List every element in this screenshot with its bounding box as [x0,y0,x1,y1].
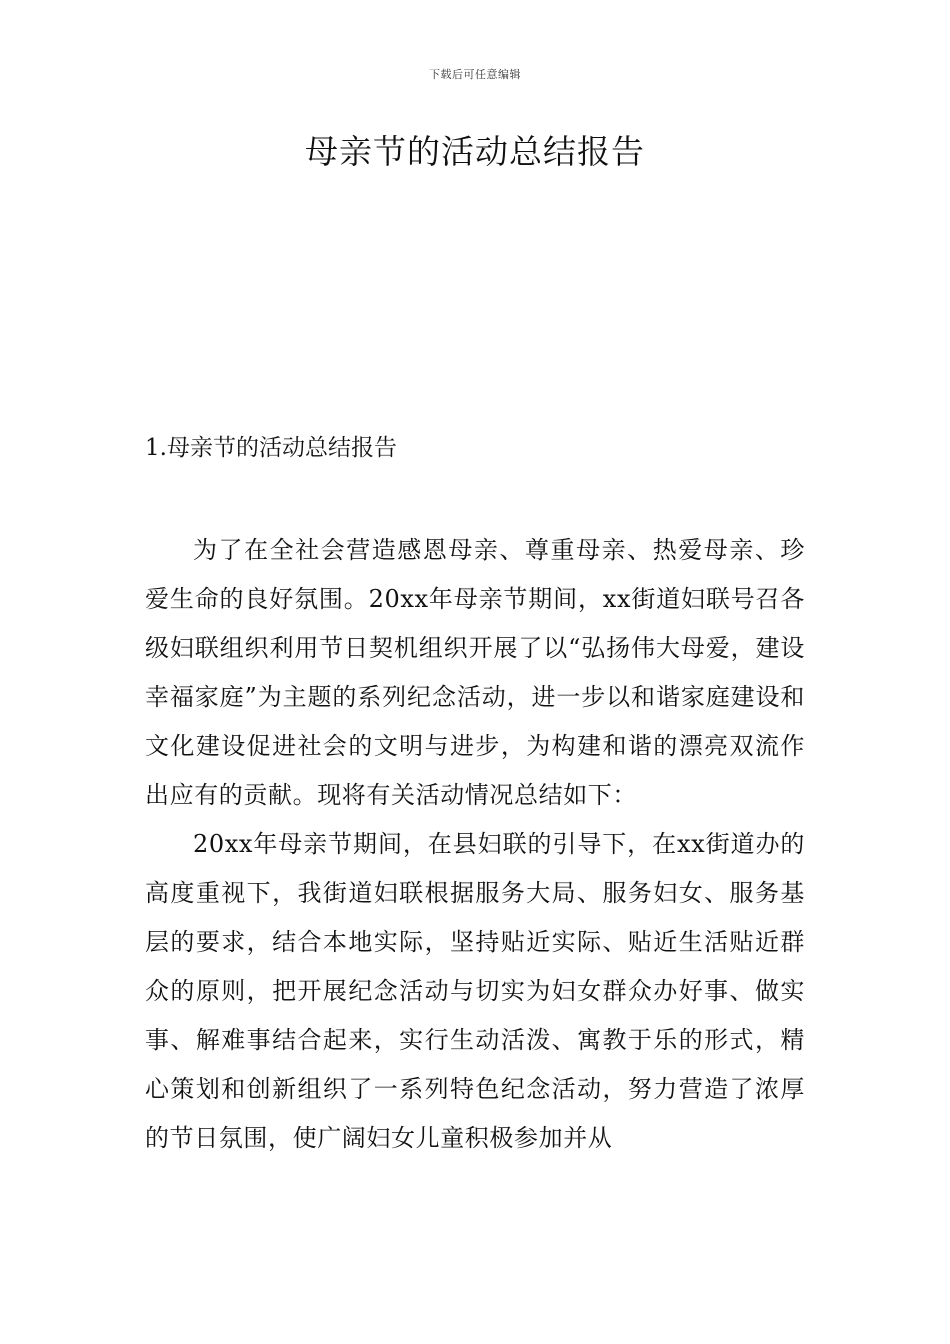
section-heading: 1.母亲节的活动总结报告 [145,435,397,461]
paragraph-2: 20xx年母亲节期间，在县妇联的引导下，在xx街道办的高度重视下，我街道妇联根据服务大局、服务妇女、服务基层的要求，结合本地实际，坚持贴近实际、贴近生活贴近群众的原则，把开展纪念活动与切实为妇女群众办好事、做实事、解难事结合起来，实行生动活泼、寓教于乐的形式，精心策划和创新组织了一系列特色纪念活动，努力营造了浓厚的节日氛围，使广阔妇女儿童积极参加并从 [145,830,805,1152]
page-header: 下载后可任意编辑 [429,68,521,81]
paragraph-1: 为了在全社会营造感恩母亲、尊重母亲、热爱母亲、珍爱生命的良好氛围。20xx年母亲节期间，xx街道妇联号召各级妇联组织利用节日契机组织开展了以“弘扬伟大母爱，建设幸福家庭”为主题的系列纪念活动，进一步以和谐家庭建设和文化建设促进社会的文明与进步，为构建和谐的漂亮双流作出应有的贡献。现将有关活动情况总结如下： [145,536,805,809]
body-text [145,526,805,1163]
document-title: 母亲节的活动总结报告 [305,132,645,171]
